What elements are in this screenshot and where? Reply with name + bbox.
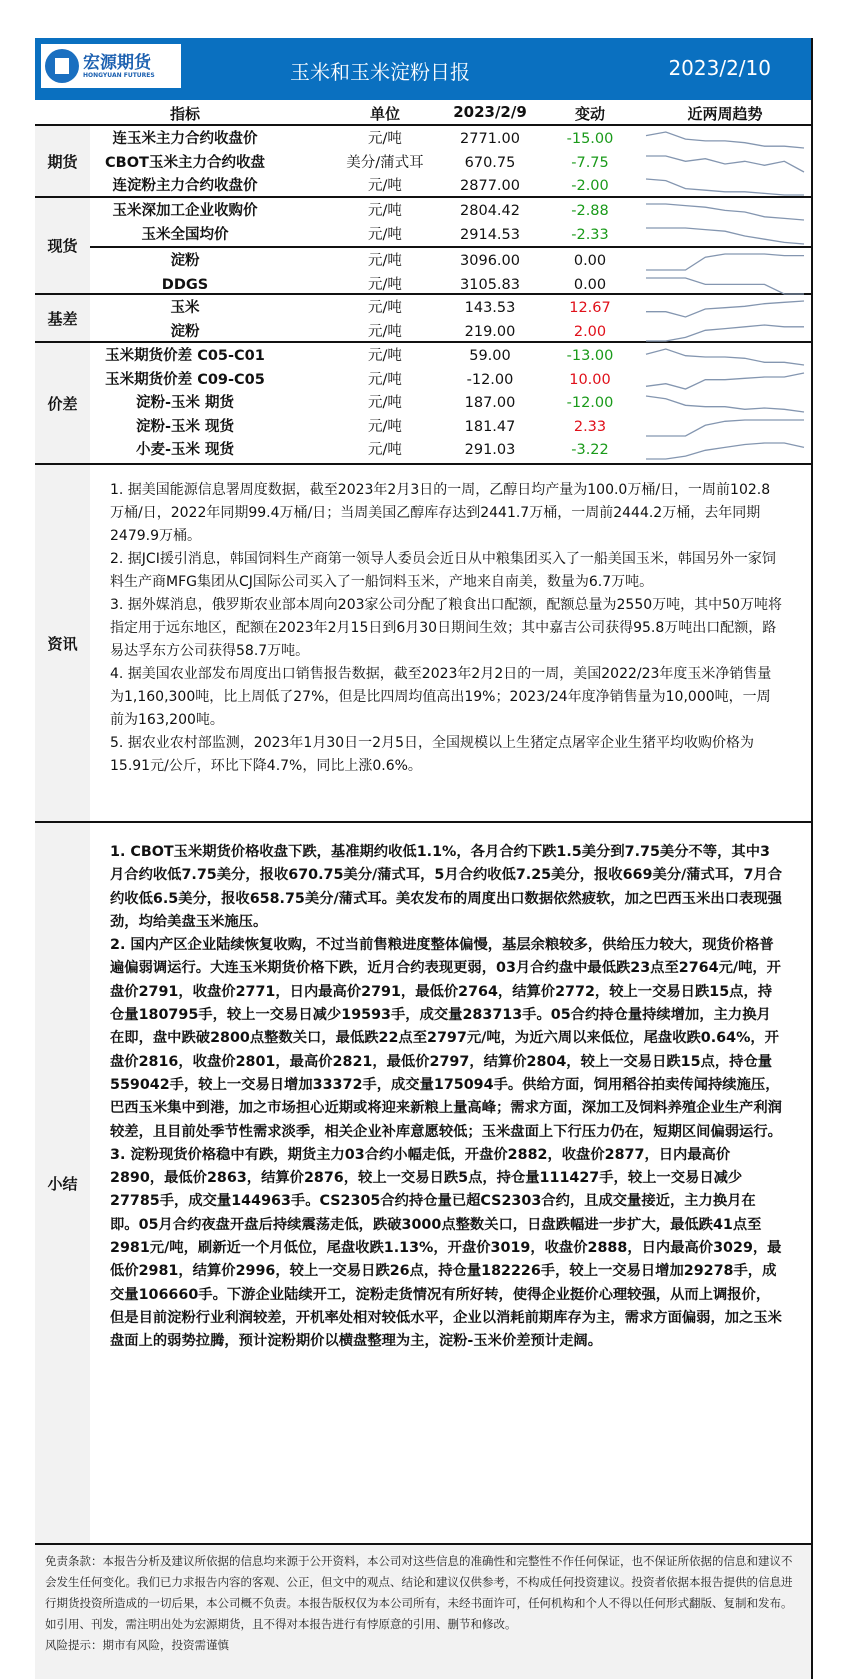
section-label: 期货 [35,126,90,196]
change: 2.00 [573,323,607,340]
change: -15.00 [566,131,614,147]
trend-sparkline [645,153,807,175]
company-logo [41,44,181,88]
summary-item: 3. 淀粉现货价格稳中有跌，期货主力03合约小幅走低，开盘价2882，收盘价2877，日内最高价2890，最低价2863，结算价2876，较上一交易日跌5点，持仓量111427手，较上一交易日减少27785手，成交量144963手。CS2305合约持仓量已超CS2303合约，且成交量接近，主力换月在即。05月合约夜盘开盘后持续震荡走低，跌破3000点整数关口，日盘跌幅进一步扩大，最低跌41点至2981元/吨，刷新近一个月低位，尾盘收跌1.13%，开盘价3019，收盘价2888，日内最高价3029，最低价2981，结算价2996，较上一交易日跌26点，持仓量182226手，较上一交易日增加29278手，成交量106660手。下游企业陆续开工，淀粉走货情况有所好转，使得企业挺价心理较强，从而上调报价，但是目前淀粉行业利润较差，开机率处相对较低水平，企业以消耗前期库存为主，需求方面偏弱，加之玉米盘面上的弱势拉腾，预计淀粉期价以横盘整理为主，淀粉-玉米价差预计走阔。 [110,1146,782,1350]
indicator-name: 玉米期货价差 C09-C05 [105,371,265,388]
sparkline-line [646,278,804,294]
table-row [90,297,811,320]
section-3 [35,343,811,465]
summary-label: 小结 [35,823,90,1543]
trend-sparkline [645,370,807,392]
indicator-name: 玉米 [170,300,200,316]
unit: 元/吨 [368,348,402,364]
value: 670.75 [464,154,516,171]
report [35,38,813,1679]
unit: 元/吨 [368,323,402,340]
news-text [90,465,811,778]
indicator-name: 玉米深加工企业收购价 [112,203,258,219]
indicator-name: 连淀粉主力合约收盘价 [112,178,258,194]
news-section [35,465,811,823]
report-header [35,38,811,100]
trend-sparkline [645,225,807,247]
unit: 元/吨 [368,253,402,269]
change: -2.88 [571,203,609,219]
unit: 元/吨 [368,226,402,243]
table-row [90,392,811,415]
value: 143.53 [464,300,516,316]
value: 3096.00 [460,253,520,269]
section-label: 现货 [35,198,90,293]
change: 10.00 [569,371,611,388]
value: 291.03 [464,442,516,458]
divider [90,246,811,248]
news-item: 3. 据外媒消息，俄罗斯农业部本周向203家公司分配了粮食出口配额，配额总量为2550万吨，其中50万吨将指定用于远东地区，配额在2023年2月15日到6月30日期间生效；其中嘉吉公司获得95.8万吨出口配额，路易达孚东方公司获得58.7万吨。 [110,597,782,659]
report-date: 2023/2/10 [668,56,771,80]
value: -12.00 [466,371,514,388]
trend-sparkline [645,322,807,344]
unit: 元/吨 [368,276,402,293]
logo-en: HONGYUAN FUTURES [83,71,155,79]
change: 0.00 [573,276,607,293]
trend-sparkline [645,393,807,415]
indicator-name: 小麦-玉米 现货 [135,442,235,458]
unit: 元/吨 [368,131,402,147]
footer [35,1545,811,1679]
unit: 元/吨 [368,371,402,388]
change: 0.00 [573,253,607,269]
section-1 [35,198,811,295]
change: -7.75 [571,154,609,171]
section-2 [35,295,811,343]
data-table [35,126,811,465]
indicator-name: 玉米全国均价 [141,226,229,243]
change: -3.22 [571,442,609,458]
indicator-name: 淀粉 [170,253,200,269]
table-row [90,416,811,439]
col-indicator: 指标 [169,105,200,123]
value: 2804.42 [460,203,520,219]
sparkline-line [646,254,804,270]
report-title: 玉米和玉米淀粉日报 [290,60,470,84]
table-row [90,175,811,198]
sparkline-line [646,301,804,317]
table-row [90,128,811,151]
trend-sparkline [645,346,807,368]
section-label: 基差 [35,295,90,341]
value: 181.47 [464,418,516,435]
table-row [90,200,811,223]
col-change: 变动 [574,105,605,123]
indicator-name: 淀粉-玉米 期货 [135,395,235,411]
value: 3105.83 [460,276,520,293]
change: 2.33 [573,418,607,435]
indicator-name: 玉米期货价差 C05-C01 [105,348,265,364]
trend-sparkline [645,251,807,273]
change: 12.67 [569,300,611,316]
summary-text [90,823,811,1354]
unit: 美分/蒲式耳 [346,154,424,171]
indicator-name: 淀粉 [170,323,200,340]
logo-cn: 宏源期货 [83,52,151,73]
value: 2914.53 [460,226,520,243]
sparkline-line [646,420,804,436]
table-row [90,152,811,175]
col-date: 2023/2/9 [453,103,527,121]
summary-item: 2. 国内产区企业陆续恢复收购，不过当前售粮进度整体偏慢，基层余粮较多，供给压力较大，现货价格普遍偏弱调运行。大连玉米期货价格下跌，近月合约表现更弱，03月合约盘中最低跌23点至2764元/吨，开盘价2791，收盘价2771，日内最高价2791，最低价2764，结算价2772，较上一交易日跌15点，持仓量180795手，较上一交易日减少19593手，成交量283713手。05合约持仓量持续增加，主力换月在即，盘中跌破2800点整数关口，最低跌22点至2797元/吨，为近六周以来低位，尾盘收跌0.64%，开盘价2816，收盘价2801，最高价2821，最低价2797，结算价2804，较上一交易日跌15点，持仓量559042手，较上一交易日增加33372手，成交量175094手。供给方面，饲用稻谷拍卖传闻持续施压，巴西玉米集中到港，加之市场担心近期或将迎来新粮上量高峰；需求方面，深加工及饲料养殖企业生产利润较差，且目前处季节性需求淡季，相关企业补库意愿较低；玉米盘面上下行压力仍在，短期区间偏弱运行。 [110,937,782,1140]
risk-warning: 风险提示：期市有风险，投资需谨慎 [45,1638,229,1652]
table-row [90,224,811,247]
unit: 元/吨 [368,203,402,219]
sparkline-line [646,349,804,365]
indicator-name: CBOT玉米主力合约收盘 [105,154,265,171]
summary-section [35,823,811,1545]
sparkline-line [646,373,804,389]
change: -13.00 [566,348,614,364]
value: 2877.00 [460,178,520,194]
sparkline-line [646,204,804,220]
value: 187.00 [464,395,516,411]
table-row [90,439,811,462]
unit: 元/吨 [368,395,402,411]
trend-sparkline [645,201,807,223]
news-label: 资讯 [35,465,90,821]
news-item: 2. 据JCI援引消息，韩国饲料生产商第一领导人委员会近日从中粮集团买入了一船美国玉米，韩国另外一家饲料生产商MFG集团从CJ国际公司买入了一船饲料玉米，产地来自南美，数量为6.7万吨。 [110,551,776,590]
table-row [90,274,811,297]
unit: 元/吨 [368,178,402,194]
news-item: 5. 据农业农村部监测，2023年1月30日一2月5日，全国规模以上生猪定点屠宰企业生猪平均收购价格为15.91元/公斤，环比下降4.7%，同比上涨0.6%。 [110,735,754,774]
sparkline-line [646,443,804,459]
col-unit: 单位 [369,105,400,123]
trend-sparkline [645,440,807,462]
trend-sparkline [645,275,807,297]
value: 59.00 [469,348,511,364]
trend-sparkline [645,298,807,320]
sparkline-line [646,325,804,341]
col-trend: 近两周趋势 [687,105,763,123]
table-row [90,369,811,392]
value: 2771.00 [460,131,520,147]
change: -12.00 [566,395,614,411]
table-row [90,345,811,368]
news-item: 4. 据美国农业部发布周度出口销售报告数据，截至2023年2月2日的一周，美国2022/23年度玉米净销售量为1,160,300吨，比上周低了27%，但是比四周均值高出19%；2023/24年度净销售量为10,000吨，一周前为163,200吨。 [110,666,772,728]
indicator-name: 淀粉-玉米 现货 [135,418,235,435]
unit: 元/吨 [368,418,402,435]
logo-icon [45,49,79,83]
value: 219.00 [464,323,516,340]
change: -2.00 [571,178,609,194]
table-header [35,100,811,126]
section-label: 价差 [35,343,90,463]
sparkline-line [646,156,804,172]
sparkline-line [646,396,804,412]
news-item: 1. 据美国能源信息署周度数据，截至2023年2月3日的一周，乙醇日均产量为100.0万桶/日，一周前102.8万桶/日，2022年同期99.4万桶/日；当周美国乙醇库存达到2441.7万桶，一周前2444.2万桶，去年同期2479.9万桶。 [110,482,771,544]
unit: 元/吨 [368,300,402,316]
sparkline-line [646,132,804,148]
disclaimer: 免责条款：本报告分析及建议所依据的信息均来源于公开资料，本公司对这些信息的准确性和完整性不作任何保证，也不保证所依据的信息和建议不会发生任何变化。我们已力求报告内容的客观、公正，但文中的观点、结论和建议仅供参考，不构成任何投资建议。投资者依据本报告提供的信息进行期货投资所造成的一切后果，本公司概不负责。本报告版权仅为本公司所有，未经书面许可，任何机构和个人不得以任何形式翻版、复制和发布。如引用、刊发，需注明出处为宏源期货，且不得对本报告进行有悖原意的引用、删节和修改。 [45,1554,793,1631]
change: -2.33 [571,226,609,243]
table-row [90,321,811,344]
unit: 元/吨 [368,442,402,458]
section-0 [35,126,811,198]
indicator-name: DDGS [161,276,209,293]
indicator-name: 连玉米主力合约收盘价 [112,131,258,147]
sparkline-line [646,179,804,195]
summary-item: 1. CBOT玉米期货价格收盘下跌，基准期约收低1.1%，各月合约下跌1.5美分到7.75美分不等，其中3月合约收低7.75美分，报收670.75美分/蒲式耳，5月合约收低7.25美分，报收669美分/蒲式耳，7月合约收低6.5美分，报收658.75美分/蒲式耳。美农发布的周度出口数据依然疲软，加之巴西玉米出口表现强劲，均给美盘玉米施压。 [110,844,782,930]
trend-sparkline [645,129,807,151]
trend-sparkline [645,176,807,198]
sparkline-line [646,228,804,244]
trend-sparkline [645,417,807,439]
table-row [90,250,811,273]
